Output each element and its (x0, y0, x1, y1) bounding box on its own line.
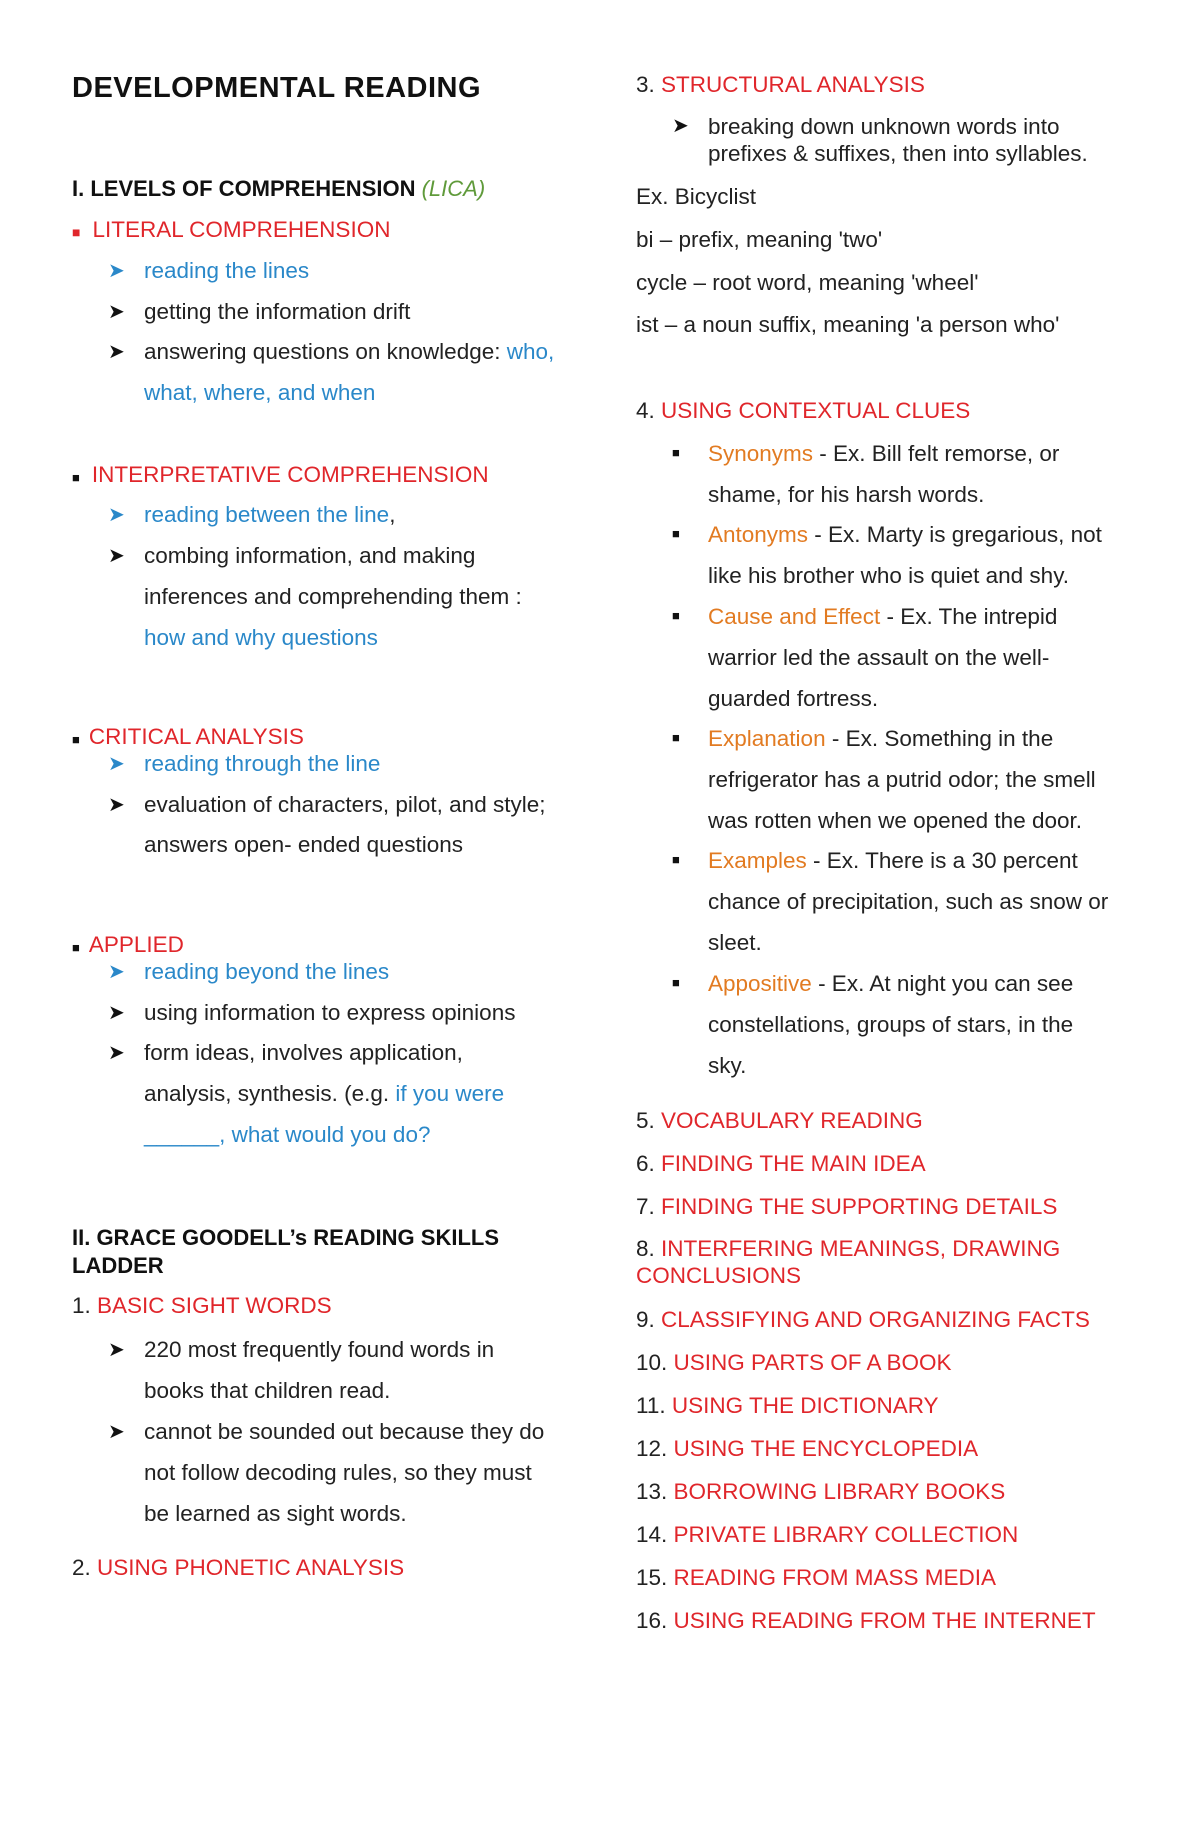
square-bullet-icon: ■ (672, 975, 680, 990)
skill-13 (636, 1477, 1005, 1507)
skill-4-heading (636, 396, 970, 426)
square-bullet-icon: ■ (72, 224, 81, 240)
skill-number: 12. (636, 1436, 674, 1461)
clue-term: Appositive (708, 971, 812, 996)
skill-label: INTERFERING MEANINGS, DRAWING CONCLUSIONS (636, 1236, 1061, 1288)
interpretative-bullet-2-cont2: how and why questions (144, 625, 378, 650)
skill-label: USING THE DICTIONARY (671, 1393, 939, 1418)
literal-bullet-3-cont: what, where, and when (144, 380, 376, 405)
clue-term: Explanation (708, 726, 826, 751)
section-2-heading: II. GRACE GOODELL’s READING SKILLS LADDER (72, 1225, 500, 1278)
square-bullet-icon: ■ (72, 470, 80, 485)
literal-heading (72, 215, 390, 247)
applied-bullet-2: using information to express opinions (144, 1000, 516, 1025)
skill-2-heading (72, 1553, 404, 1583)
skill-number: 11. (636, 1393, 672, 1418)
section-1-heading-text: I. LEVELS OF COMPREHENSION (72, 176, 416, 201)
applied-bullet-3: form ideas, involves application, (144, 1040, 463, 1065)
skill-label: BORROWING LIBRARY BOOKS (673, 1479, 1006, 1504)
skill-number: 8. (636, 1236, 662, 1261)
skill-label: FINDING THE SUPPORTING DETAILS (661, 1194, 1058, 1219)
clue-text: - Ex. There is a 30 percent (806, 848, 1078, 873)
clue-text: - Ex. The intrepid (880, 604, 1058, 629)
applied-bullet-1: reading beyond the lines (144, 959, 390, 984)
applied-label: APPLIED (88, 932, 184, 957)
applied-bullet-3-example: if you were (395, 1081, 505, 1106)
skill-3-bullet-1: breaking down unknown words into (708, 114, 1060, 139)
square-bullet-icon: ■ (672, 852, 680, 867)
list-item (108, 957, 389, 987)
skill-number: 14. (636, 1522, 674, 1547)
critical-bullet-2-cont: answers open- ended questions (144, 832, 463, 857)
skill-3-label: STRUCTURAL ANALYSIS (661, 72, 925, 97)
skill-3-heading (636, 70, 925, 100)
skill-number: 13. (636, 1479, 674, 1504)
square-bullet-icon: ■ (672, 608, 680, 623)
critical-bullet-1: reading through the line (144, 751, 381, 776)
skill-1-bullet-1-cont: books that children read. (144, 1378, 391, 1403)
list-item (108, 541, 475, 571)
skill-2-number: 2. (72, 1555, 98, 1580)
skill-16 (636, 1606, 1096, 1636)
clue-line-2: warrior led the assault on the well- (708, 645, 1050, 670)
arrow-bullet-icon: ➤ (108, 1042, 125, 1064)
list-item (108, 1417, 544, 1447)
skill-15 (636, 1563, 996, 1593)
list-item (108, 1038, 463, 1068)
arrow-bullet-icon: ➤ (108, 341, 125, 363)
clue-line-1 (708, 439, 1059, 469)
clue-line-1 (708, 724, 1053, 754)
skill-number: 6. (636, 1151, 662, 1176)
skill-1-bullet-2: cannot be sounded out because they do (144, 1419, 545, 1444)
skill-number: 16. (636, 1608, 674, 1633)
clue-line-2: like his brother who is quiet and shy. (708, 563, 1070, 588)
literal-bullet-1: reading the lines (144, 258, 310, 283)
clue-line-3: was rotten when we opened the door. (708, 808, 1083, 833)
skill-label: USING PARTS OF A BOOK (673, 1350, 952, 1375)
page-title: DEVELOPMENTAL READING (72, 72, 482, 104)
clue-line-1 (708, 969, 1073, 999)
clue-term: Examples (708, 848, 807, 873)
list-item (108, 256, 309, 286)
skill-6 (636, 1149, 926, 1179)
clue-term: Cause and Effect (708, 604, 881, 629)
skill-number: 5. (636, 1108, 662, 1133)
skill-1-heading (72, 1291, 332, 1321)
literal-label: LITERAL COMPREHENSION (92, 217, 391, 242)
skill-3-number: 3. (636, 72, 662, 97)
skill-3-example: Ex. Bicyclist (636, 184, 757, 209)
skill-9 (636, 1305, 1090, 1335)
interpretative-label: INTERPRETATIVE COMPREHENSION (91, 462, 489, 487)
arrow-bullet-icon: ➤ (108, 961, 125, 983)
skill-number: 15. (636, 1565, 674, 1590)
arrow-bullet-icon: ➤ (672, 115, 689, 137)
skill-3-line-1: bi – prefix, meaning 'two' (636, 227, 883, 252)
literal-bullet-3-who: who, (506, 339, 555, 364)
clue-line-2: chance of precipitation, such as snow or (708, 889, 1109, 914)
skill-label: CLASSIFYING AND ORGANIZING FACTS (661, 1307, 1090, 1332)
interpretative-heading (72, 460, 489, 493)
interpretative-bullet-1-comma: , (389, 502, 396, 527)
skill-4-label: USING CONTEXTUAL CLUES (661, 398, 971, 423)
skill-label: READING FROM MASS MEDIA (673, 1565, 997, 1590)
list-item (108, 749, 380, 779)
skill-11 (636, 1391, 939, 1421)
skill-10 (636, 1348, 952, 1378)
arrow-bullet-icon: ➤ (108, 301, 125, 323)
literal-bullet-3: answering questions on knowledge: (144, 339, 507, 364)
skill-12 (636, 1434, 978, 1464)
literal-bullet-2: getting the information drift (144, 299, 411, 324)
interpretative-bullet-1: reading between the line (144, 502, 390, 527)
interpretative-bullet-2: combing information, and making (144, 543, 476, 568)
list-item (108, 1335, 494, 1365)
clue-text: - Ex. Bill felt remorse, or (813, 441, 1060, 466)
arrow-bullet-icon: ➤ (108, 1002, 125, 1024)
skill-number: 7. (636, 1194, 662, 1219)
list-item (108, 500, 395, 530)
clue-line-3: guarded fortress. (708, 686, 879, 711)
skill-1-bullet-1: 220 most frequently found words in (144, 1337, 495, 1362)
clue-line-2: constellations, groups of stars, in the (708, 1012, 1074, 1037)
square-bullet-icon: ■ (72, 940, 80, 955)
applied-bullet-3-cont (144, 1079, 504, 1109)
list-item (108, 998, 515, 1028)
skill-label: USING THE ENCYCLOPEDIA (673, 1436, 979, 1461)
clue-line-3: sleet. (708, 930, 762, 955)
list-item (108, 790, 545, 820)
arrow-bullet-icon: ➤ (108, 794, 125, 816)
clue-term: Antonyms (708, 522, 809, 547)
clue-line-2: refrigerator has a putrid odor; the smell (708, 767, 1096, 792)
skill-3-line-2: cycle – root word, meaning 'wheel' (636, 270, 979, 295)
skill-5 (636, 1106, 923, 1136)
square-bullet-icon: ■ (672, 526, 680, 541)
square-bullet-icon: ■ (72, 732, 80, 747)
skill-label: USING READING FROM THE INTERNET (673, 1608, 1096, 1633)
skill-1-bullet-2-cont: not follow decoding rules, so they must (144, 1460, 532, 1485)
skill-number: 10. (636, 1350, 674, 1375)
skill-3-line-3: ist – a noun suffix, meaning 'a person who' (636, 312, 1060, 337)
lica-acronym: (LICA) (421, 176, 486, 201)
skill-3-bullet-1-cont: prefixes & suffixes, then into syllables. (708, 141, 1088, 166)
skill-1-bullet-2-cont2: be learned as sight words. (144, 1501, 407, 1526)
clue-line-1 (708, 846, 1078, 876)
critical-bullet-2: evaluation of characters, pilot, and style; (144, 792, 546, 817)
section-1-heading (72, 176, 485, 202)
critical-label: CRITICAL ANALYSIS (88, 724, 304, 749)
skill-2-label: USING PHONETIC ANALYSIS (97, 1555, 405, 1580)
skill-7 (636, 1192, 1057, 1222)
list-item (108, 337, 554, 367)
list-item (672, 113, 1059, 140)
skill-1-number: 1. (72, 1293, 98, 1318)
skill-label: VOCABULARY READING (661, 1108, 923, 1133)
interpretative-bullet-2-cont: inferences and comprehending them : (144, 584, 522, 609)
skill-number: 9. (636, 1307, 662, 1332)
applied-bullet-3-cont2: ______, what would you do? (144, 1122, 431, 1147)
applied-bullet-3-text: analysis, synthesis. (e.g. (144, 1081, 396, 1106)
skill-4-number: 4. (636, 398, 662, 423)
clue-line-1 (708, 602, 1057, 632)
clue-text: - Ex. Marty is gregarious, not (808, 522, 1102, 547)
arrow-bullet-icon: ➤ (108, 1421, 125, 1443)
skill-8 (636, 1235, 1106, 1289)
list-item (108, 297, 410, 327)
clue-line-2: shame, for his harsh words. (708, 482, 985, 507)
skill-14 (636, 1520, 1018, 1550)
clue-line-3: sky. (708, 1053, 747, 1078)
clue-text: - Ex. Something in the (825, 726, 1054, 751)
arrow-bullet-icon: ➤ (108, 545, 125, 567)
skill-label: FINDING THE MAIN IDEA (661, 1151, 926, 1176)
arrow-bullet-icon: ➤ (108, 260, 125, 282)
clue-term: Synonyms (708, 441, 814, 466)
clue-line-1 (708, 520, 1102, 550)
skill-1-label: BASIC SIGHT WORDS (97, 1293, 332, 1318)
arrow-bullet-icon: ➤ (108, 504, 125, 526)
square-bullet-icon: ■ (672, 445, 680, 460)
arrow-bullet-icon: ➤ (108, 753, 125, 775)
square-bullet-icon: ■ (672, 730, 680, 745)
arrow-bullet-icon: ➤ (108, 1339, 125, 1361)
skill-label: PRIVATE LIBRARY COLLECTION (673, 1522, 1019, 1547)
clue-text: - Ex. At night you can see (811, 971, 1074, 996)
